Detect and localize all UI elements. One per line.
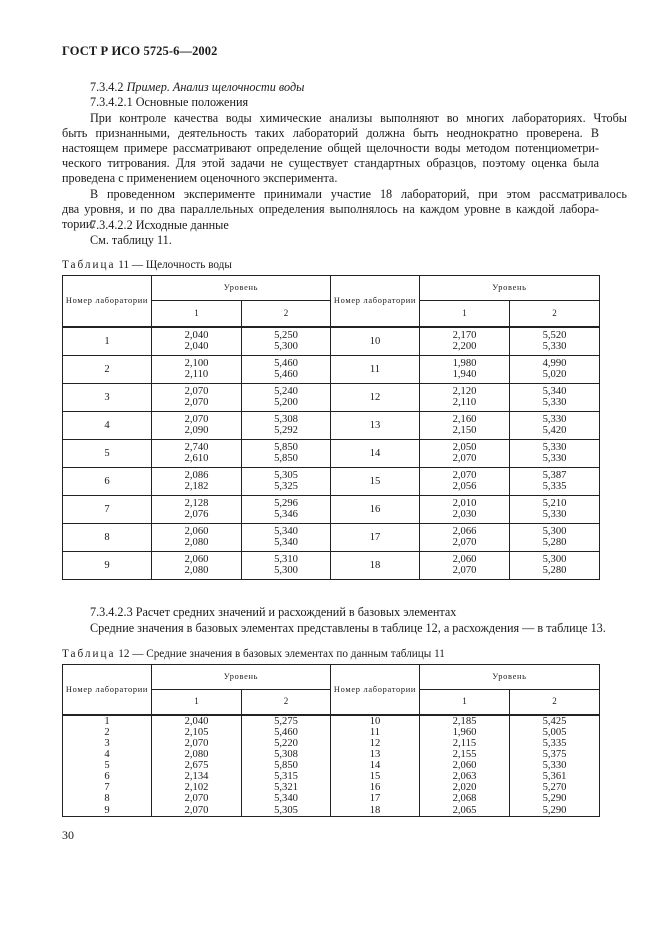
table11-level1-cell: 2,120 2,110 (420, 383, 510, 411)
table11-level2-cell: 5,340 5,340 (242, 523, 331, 551)
table11-level2-cell: 5,520 5,330 (510, 327, 600, 356)
table11-level1-cell: 2,066 2,070 (420, 523, 510, 551)
table11-lab-cell: 16 (331, 495, 420, 523)
subsection-heading: 7.3.4.2.1 Основные положения (90, 95, 249, 109)
table12 (62, 664, 600, 817)
table11-lab-cell: 2 (63, 355, 152, 383)
table11-lab-cell: 13 (331, 411, 420, 439)
table11-level2-cell: 5,330 5,420 (510, 411, 600, 439)
table11-header-lab: Номер лаборатории (63, 276, 152, 327)
table11-lab-cell: 1 (63, 327, 152, 356)
table11-lab-cell: 7 (63, 495, 152, 523)
table11-subheader: 2 (242, 301, 331, 327)
subsection-heading: 7.3.4.2.3 Расчет средних значений и расхождений в базовых элементах (90, 605, 457, 619)
table11-level2-cell: 5,210 5,330 (510, 495, 600, 523)
table11-level2-cell: 5,308 5,292 (242, 411, 331, 439)
paragraph-line: проведена с применением оценочного эксперимента. (62, 171, 338, 185)
table11-level1-cell: 2,050 2,070 (420, 439, 510, 467)
table11-row (63, 411, 600, 439)
table11-level2-cell: 5,460 5,460 (242, 355, 331, 383)
section-number: 7.3.4.2 (90, 80, 124, 94)
table12-subheader: 1 (152, 690, 242, 715)
table12-lab-column: 10 11 12 13 14 15 16 17 18 (331, 715, 420, 817)
subsection-heading: 7.3.4.2.2 Исходные данные (90, 218, 229, 232)
table11-level1-cell: 2,060 2,080 (152, 551, 242, 579)
table11-level1-cell: 2,040 2,040 (152, 327, 242, 356)
section-heading (62, 80, 627, 95)
section-title: Пример. Анализ щелочности воды (126, 80, 305, 94)
table11-level1-cell: 2,060 2,080 (152, 523, 242, 551)
table12-subheader: 2 (242, 690, 331, 715)
table11-caption-text: 11 — Щелочность воды (115, 259, 232, 271)
table11-row (63, 495, 600, 523)
paragraph-line: два уровня, и по два параллельных определения выполнялось на каждом уровне в каждой лабора- (62, 202, 599, 216)
table11-level2-cell: 5,305 5,325 (242, 467, 331, 495)
paragraph-line: Средние значения в базовых элементах представлены в таблице 12, а расхождения — в таблице 13. (90, 621, 606, 635)
table12-caption-text: 12 — Средние значения в базовых элементах по данным таблицы 11 (115, 648, 445, 660)
table12-header-level: Уровень (420, 665, 600, 690)
table12-level1-column: 2,040 2,105 2,070 2,080 2,675 2,134 2,102 2,070 2,070 (152, 715, 242, 817)
paragraph-line: В проведенном эксперименте принимали участие 18 лабораторий, при этом рассматривалось (90, 187, 627, 201)
table11-level1-cell: 2,160 2,150 (420, 411, 510, 439)
paragraph-line: При контроле качества воды химические анализы выполняют во многих лабораториях. Чтобы (90, 111, 627, 125)
table11-level1-cell: 2,070 2,070 (152, 383, 242, 411)
table11-level1-cell: 2,070 2,056 (420, 467, 510, 495)
table11-subheader: 1 (420, 301, 510, 327)
table11 (62, 275, 600, 580)
table11-subheader: 1 (152, 301, 242, 327)
table11-level2-cell: 5,240 5,200 (242, 383, 331, 411)
table11-level1-cell: 2,060 2,070 (420, 551, 510, 579)
table11-level2-cell: 5,310 5,300 (242, 551, 331, 579)
table11-lab-cell: 11 (331, 355, 420, 383)
table11-row (63, 523, 600, 551)
table11-level2-cell: 5,296 5,346 (242, 495, 331, 523)
table11-lab-cell: 14 (331, 439, 420, 467)
table11-level2-cell: 5,330 5,330 (510, 439, 600, 467)
table11-lab-cell: 4 (63, 411, 152, 439)
table11-level2-cell: 4,990 5,020 (510, 355, 600, 383)
table11-level1-cell: 2,070 2,090 (152, 411, 242, 439)
table11-level1-cell: 2,170 2,200 (420, 327, 510, 356)
table11-level1-cell: 2,128 2,076 (152, 495, 242, 523)
table11-level2-cell: 5,250 5,300 (242, 327, 331, 356)
table11-subheader: 2 (510, 301, 600, 327)
table11-lab-cell: 17 (331, 523, 420, 551)
table12-level1-column: 2,185 1,960 2,115 2,155 2,060 2,063 2,020 2,068 2,065 (420, 715, 510, 817)
table11-level1-cell: 2,740 2,610 (152, 439, 242, 467)
table11-row (63, 551, 600, 579)
table12-subheader: 2 (510, 690, 600, 715)
table12-header-level: Уровень (152, 665, 331, 690)
table11-row (63, 327, 600, 356)
table11-caption (62, 259, 232, 271)
table12-caption (62, 648, 445, 660)
table11-level2-cell: 5,387 5,335 (510, 467, 600, 495)
document-header: ГОСТ Р ИСО 5725-6—2002 (62, 44, 218, 58)
table11-lab-cell: 9 (63, 551, 152, 579)
table12-level2-column: 5,275 5,460 5,220 5,308 5,850 5,315 5,321 5,340 5,305 (242, 715, 331, 817)
table11-lab-cell: 5 (63, 439, 152, 467)
paragraph-line: быть признанными, деятельность таких лабораторий должна быть неоднократно проверена. В (62, 126, 599, 140)
table11-lab-cell: 15 (331, 467, 420, 495)
table11-level1-cell: 2,100 2,110 (152, 355, 242, 383)
table11-header-lab: Номер лаборатории (331, 276, 420, 327)
table12-subheader: 1 (420, 690, 510, 715)
paragraph-line: настоящем примере рассматривают определение общей щелочности воды методом потенциометри- (62, 141, 599, 155)
table11-level2-cell: 5,300 5,280 (510, 523, 600, 551)
page-number: 30 (62, 828, 74, 842)
table12-lab-column: 1 2 3 4 5 6 7 8 9 (63, 715, 152, 817)
table11-lab-cell: 3 (63, 383, 152, 411)
table11-row (63, 383, 600, 411)
table11-level2-cell: 5,300 5,280 (510, 551, 600, 579)
table11-row (63, 355, 600, 383)
table11-level2-cell: 5,850 5,850 (242, 439, 331, 467)
table12-level2-column: 5,425 5,005 5,335 5,375 5,330 5,361 5,270 5,290 5,290 (510, 715, 600, 817)
table11-lab-cell: 12 (331, 383, 420, 411)
table11-header-level: Уровень (152, 276, 331, 301)
table11-row (63, 439, 600, 467)
table11-caption-word: Таблица (62, 259, 116, 271)
table11-level1-cell: 1,980 1,940 (420, 355, 510, 383)
table12-header-lab: Номер лаборатории (331, 665, 420, 715)
table11-lab-cell: 10 (331, 327, 420, 356)
table11-lab-cell: 8 (63, 523, 152, 551)
table12-header-lab: Номер лаборатории (63, 665, 152, 715)
table11-row (63, 467, 600, 495)
table-reference: См. таблицу 11. (90, 233, 172, 247)
table11-lab-cell: 18 (331, 551, 420, 579)
table11-level1-cell: 2,086 2,182 (152, 467, 242, 495)
table11-header-level: Уровень (420, 276, 600, 301)
table12-caption-word: Таблица (62, 648, 116, 660)
paragraph-line: тории. (62, 217, 96, 231)
table11-lab-cell: 6 (63, 467, 152, 495)
table11-level2-cell: 5,340 5,330 (510, 383, 600, 411)
paragraph-line: ческого титрования. Для этой задачи не существует стандартных образцов, поэтому оценка была (62, 156, 599, 170)
table11-level1-cell: 2,010 2,030 (420, 495, 510, 523)
